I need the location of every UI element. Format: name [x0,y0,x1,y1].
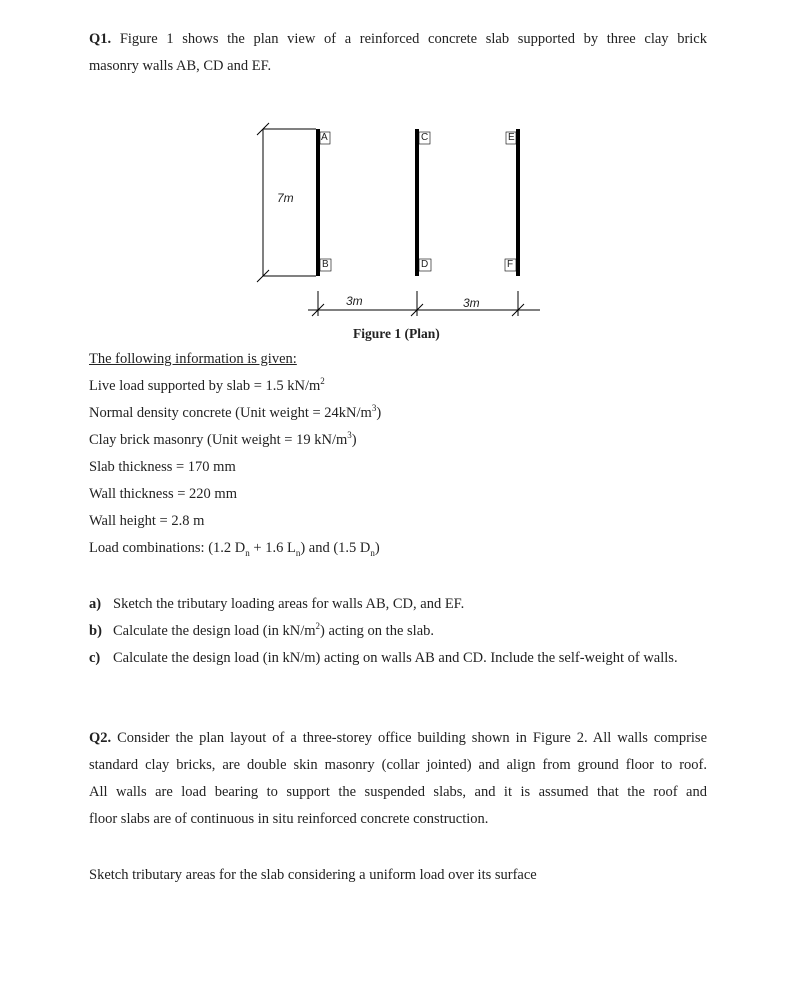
q2-line3: All walls are load bearing to support the suspended slabs, and it is assumed that the roof and [89,784,707,800]
figure1-plan [0,0,788,350]
given-concrete: Normal density concrete (Unit weight = $24kN/m^3$) [89,403,382,421]
q2-sketch-note: Sketch tributary areas for the slab considering a uniform load over its surface [89,867,537,883]
given-wall-thickness: Wall thickness = 220 mm [89,486,237,502]
figure1-label-d: D [421,259,429,270]
figure1-dim-span-2: 3m [463,296,480,310]
q2-line1: Q2. Consider the plan layout of a three-storey office building shown in Figure 2. All walls comprise [89,730,708,746]
given-slab-thickness: Slab thickness = 170 mm [89,459,236,475]
figure1-label-a: A [321,132,328,143]
q2-number: Q2. [89,730,112,746]
given-wall-height: Wall height = 2.8 m [89,513,205,529]
given-load-combinations: Load combinations: (1.2 $D_n + 1.6$ $L_n$) and (1.5 $D_n$) [89,540,380,558]
figure1-label-f: F [507,259,514,270]
wall-cd [415,129,419,276]
wall-ef [516,129,520,276]
figure1-dim-span-1: 3m [346,294,363,308]
figure1-dim-height: 7m [277,191,294,205]
task-b: b) Calculate the design load (in $kN/m^2$) acting on the slab. [89,621,435,639]
figure1-label-c: C [421,132,429,143]
given-heading: The following information is given: [89,351,297,367]
q2-line4: floor slabs are of continuous in situ reinforced concrete construction. [89,811,489,827]
q1-number: Q1. [89,31,112,47]
figure1-label-b: B [322,259,329,270]
figure1-caption: Figure 1 (Plan) [353,326,440,341]
given-live-load: Live load supported by slab = 1.5 $kN/m^2$ [89,376,325,394]
given-masonry: Clay brick masonry (Unit weight = 19 $kN/m^3$) [89,430,357,448]
q1-intro-line2: masonry walls AB, CD and EF. [89,58,272,74]
q2-line2: standard clay bricks, are double skin masonry (collar jointed) and align from ground floor to roof. [89,757,707,773]
figure1-label-e: E [508,132,515,143]
q1-intro-text1: Figure 1 shows the plan view of a reinforced concrete slab supported by three clay brick [119,31,707,47]
wall-ab [316,129,320,276]
task-c: c) Calculate the design load (in kN/m) acting on walls AB and CD. Include the self-weight of walls. [89,650,678,666]
task-a: a) Sketch the tributary loading areas for walls AB, CD, and EF. [89,596,465,612]
